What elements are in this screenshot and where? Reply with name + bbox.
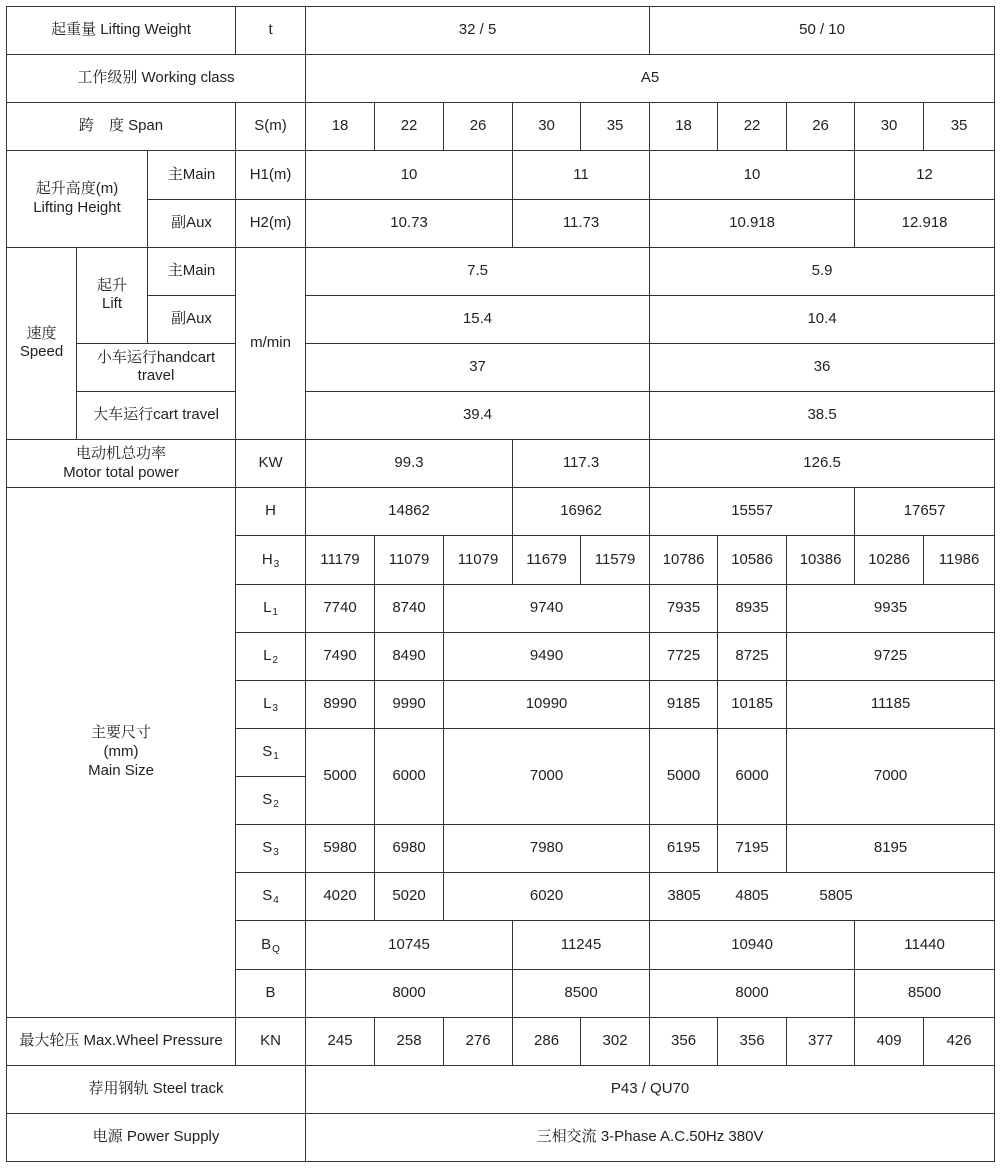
lifting-weight-value-2: 50 / 10: [650, 7, 995, 55]
row-lifting-height-aux: [7, 199, 995, 247]
size-s2-unit: [236, 777, 306, 825]
wheel-pressure-value: 377: [787, 1017, 855, 1065]
wheel-pressure-value: 245: [306, 1017, 375, 1065]
size-s4-right-values: [650, 887, 994, 906]
motor-power-value: 99.3: [306, 440, 513, 488]
size-s4-right-group: [650, 873, 995, 921]
speed-aux-value-1: 15.4: [306, 295, 650, 343]
size-s4-value: 6020: [444, 873, 650, 921]
size-s12-value: 6000: [718, 728, 787, 824]
size-s12-value: 5000: [306, 728, 375, 824]
size-h3-subscript: 3: [273, 558, 280, 570]
size-s1-symbol: S: [262, 743, 273, 761]
span-value: 30: [513, 103, 581, 151]
size-b-value: 8000: [650, 969, 855, 1017]
size-s3-subscript: 3: [273, 847, 279, 859]
row-span: [7, 103, 995, 151]
speed-cart-value-1: 39.4: [306, 392, 650, 440]
row-steel-track: [7, 1065, 995, 1113]
wheel-pressure-value: 286: [513, 1017, 581, 1065]
lifting-height-main-label: 主Main: [148, 151, 236, 199]
size-l1-unit: [236, 584, 306, 632]
size-h-value: 17657: [855, 488, 995, 536]
size-s3-value: 8195: [787, 825, 995, 873]
wheel-pressure-value: 356: [718, 1017, 787, 1065]
motor-power-label-en: Motor total power: [63, 463, 179, 481]
lifting-height-aux-value: 10.918: [650, 199, 855, 247]
span-value: 18: [650, 103, 718, 151]
main-size-label-mm: (mm): [103, 743, 139, 761]
speed-handcart-value-2: 36: [650, 343, 995, 391]
size-l1-value: 8740: [375, 584, 444, 632]
size-h3-value: 11679: [513, 536, 581, 584]
motor-power-value: 126.5: [650, 440, 995, 488]
size-h-value: 16962: [513, 488, 650, 536]
span-value: 18: [306, 103, 375, 151]
motor-power-unit: KW: [236, 440, 306, 488]
size-l2-value: 8490: [375, 632, 444, 680]
row-speed-lift-main: [7, 247, 995, 295]
size-s2-subscript: 2: [273, 799, 279, 811]
speed-lift-label-en: Lift: [101, 295, 122, 313]
size-h3-value: 10586: [718, 536, 787, 584]
size-bq-value: 11440: [855, 921, 995, 969]
size-l1-value: 8935: [718, 584, 787, 632]
row-working-class: [7, 55, 995, 103]
crane-spec-table: [6, 6, 995, 1162]
size-h3-value: 10786: [650, 536, 718, 584]
working-class-value: A5: [306, 55, 995, 103]
speed-handcart-label: [77, 343, 236, 391]
size-h3-value: 11986: [924, 536, 995, 584]
span-value: 22: [375, 103, 444, 151]
row-motor-power: [7, 440, 995, 488]
size-l2-value: 9725: [787, 632, 995, 680]
speed-handcart-label-2: travel: [137, 367, 175, 385]
wheel-pressure-value: 409: [855, 1017, 924, 1065]
lifting-height-main-value: 10: [650, 151, 855, 199]
size-l3-value: 10990: [444, 680, 650, 728]
size-s3-value: 6195: [650, 825, 718, 873]
size-s3-value: 6980: [375, 825, 444, 873]
size-l2-value: 9490: [444, 632, 650, 680]
size-s12-value: 6000: [375, 728, 444, 824]
size-h3-value: 11079: [375, 536, 444, 584]
main-size-label: [7, 488, 236, 1017]
main-size-label-en: Main Size: [88, 761, 154, 779]
row-speed-lift-aux: [7, 295, 995, 343]
speed-handcart-label-1: 小车运行handcart: [96, 348, 216, 366]
size-s3-unit: [236, 825, 306, 873]
size-bq-value: 10940: [650, 921, 855, 969]
size-s3-value: 5980: [306, 825, 375, 873]
speed-label: [7, 247, 77, 440]
speed-unit: m/min: [236, 247, 306, 440]
size-l3-subscript: 3: [272, 702, 278, 714]
size-s4-value: 4805: [735, 887, 769, 905]
size-s2-symbol: S: [262, 791, 273, 809]
speed-aux-value-2: 10.4: [650, 295, 995, 343]
steel-track-value: P43 / QU70: [306, 1065, 995, 1113]
size-l2-value: 7490: [306, 632, 375, 680]
power-supply-value: 三相交流 3-Phase A.C.50Hz 380V: [306, 1113, 995, 1161]
size-l3-value: 8990: [306, 680, 375, 728]
size-s3-symbol: S: [262, 839, 273, 857]
row-size-h: [7, 488, 995, 536]
lifting-weight-unit: t: [236, 7, 306, 55]
size-h3-value: 11179: [306, 536, 375, 584]
lifting-height-label-en: Lifting Height: [33, 199, 121, 216]
size-s4-subscript: 4: [273, 895, 279, 907]
size-h3-symbol: H: [261, 550, 273, 568]
speed-handcart-value-1: 37: [306, 343, 650, 391]
span-unit: S(m): [236, 103, 306, 151]
size-l3-value: 11185: [787, 680, 995, 728]
size-l1-value: 9935: [787, 584, 995, 632]
size-l2-value: 7725: [650, 632, 718, 680]
lifting-height-main-value: 12: [855, 151, 995, 199]
size-l2-unit: [236, 632, 306, 680]
size-s4-value: 5020: [375, 873, 444, 921]
speed-main-value-2: 5.9: [650, 247, 995, 295]
size-h3-value: 11079: [444, 536, 513, 584]
size-bq-symbol: B: [261, 935, 272, 953]
motor-power-label: [7, 440, 236, 488]
speed-cart-value-2: 38.5: [650, 392, 995, 440]
speed-cart-label: 大车运行cart travel: [77, 392, 236, 440]
size-s4-value: 4020: [306, 873, 375, 921]
size-s4-value: 3805: [667, 887, 701, 905]
size-h3-value: 10286: [855, 536, 924, 584]
speed-main-value-1: 7.5: [306, 247, 650, 295]
steel-track-label: 荐用钢轨 Steel track: [7, 1065, 306, 1113]
size-l1-subscript: 1: [272, 606, 278, 618]
row-power-supply: [7, 1113, 995, 1161]
lifting-weight-value-1: 32 / 5: [306, 7, 650, 55]
span-value: 26: [444, 103, 513, 151]
size-s12-value: 7000: [787, 728, 995, 824]
size-s4-value: 5805: [819, 887, 853, 905]
speed-lift-label-cn: 起升: [96, 276, 127, 294]
size-s4-symbol: S: [262, 887, 273, 905]
size-l1-value: 9740: [444, 584, 650, 632]
lifting-height-aux-value: 10.73: [306, 199, 513, 247]
size-bq-subscript: Q: [272, 943, 280, 955]
lifting-height-main-unit: H1(m): [236, 151, 306, 199]
size-l3-symbol: L: [263, 694, 272, 712]
size-l3-value: 9185: [650, 680, 718, 728]
speed-label-cn: 速度: [26, 324, 57, 342]
size-b-value: 8000: [306, 969, 513, 1017]
lifting-height-aux-value: 11.73: [513, 199, 650, 247]
lifting-height-label: [7, 151, 148, 247]
span-label: 跨 度 Span: [7, 103, 236, 151]
wheel-pressure-unit: KN: [236, 1017, 306, 1065]
size-l1-value: 7935: [650, 584, 718, 632]
lifting-height-aux-unit: H2(m): [236, 199, 306, 247]
size-l1-symbol: L: [263, 598, 272, 616]
size-s3-value: 7195: [718, 825, 787, 873]
lifting-height-main-value: 10: [306, 151, 513, 199]
speed-label-en: Speed: [19, 343, 64, 361]
size-b-value: 8500: [855, 969, 995, 1017]
main-size-label-cn: 主要尺寸: [91, 724, 152, 742]
size-b-unit: B: [236, 969, 306, 1017]
size-s12-value: 5000: [650, 728, 718, 824]
row-speed-handcart: [7, 343, 995, 391]
span-value: 26: [787, 103, 855, 151]
row-speed-cart: [7, 392, 995, 440]
speed-main-label: 主Main: [148, 247, 236, 295]
speed-aux-label: 副Aux: [148, 295, 236, 343]
lifting-height-aux-label: 副Aux: [148, 199, 236, 247]
span-value: 22: [718, 103, 787, 151]
lifting-weight-label: 起重量 Lifting Weight: [7, 7, 236, 55]
working-class-label: 工作级别 Working class: [7, 55, 306, 103]
size-s4-unit: [236, 873, 306, 921]
size-bq-value: 11245: [513, 921, 650, 969]
size-l2-value: 8725: [718, 632, 787, 680]
span-value: 35: [924, 103, 995, 151]
wheel-pressure-value: 258: [375, 1017, 444, 1065]
size-l3-value: 10185: [718, 680, 787, 728]
size-h-value: 15557: [650, 488, 855, 536]
span-value: 30: [855, 103, 924, 151]
size-bq-value: 10745: [306, 921, 513, 969]
row-lifting-weight: [7, 7, 995, 55]
size-h-unit: H: [236, 488, 306, 536]
lifting-height-label-cn: 起升高度(m): [35, 180, 119, 198]
size-l3-value: 9990: [375, 680, 444, 728]
power-supply-label: 电源 Power Supply: [7, 1113, 306, 1161]
lifting-height-aux-value: 12.918: [855, 199, 995, 247]
wheel-pressure-value: 302: [581, 1017, 650, 1065]
size-l3-unit: [236, 680, 306, 728]
size-s3-value: 7980: [444, 825, 650, 873]
span-value: 35: [581, 103, 650, 151]
size-h3-value: 10386: [787, 536, 855, 584]
size-l1-value: 7740: [306, 584, 375, 632]
size-b-value: 8500: [513, 969, 650, 1017]
motor-power-value: 117.3: [513, 440, 650, 488]
size-s1-unit: [236, 728, 306, 776]
size-h3-value: 11579: [581, 536, 650, 584]
size-l2-subscript: 2: [272, 654, 278, 666]
size-bq-unit: [236, 921, 306, 969]
wheel-pressure-value: 356: [650, 1017, 718, 1065]
size-s12-value: 7000: [444, 728, 650, 824]
size-l2-symbol: L: [263, 646, 272, 664]
size-h-value: 14862: [306, 488, 513, 536]
wheel-pressure-value: 276: [444, 1017, 513, 1065]
size-s1-subscript: 1: [273, 751, 279, 763]
lifting-height-main-value: 11: [513, 151, 650, 199]
speed-lift-label: [77, 247, 148, 343]
row-lifting-height-main: [7, 151, 995, 199]
wheel-pressure-value: 426: [924, 1017, 995, 1065]
row-wheel-pressure: [7, 1017, 995, 1065]
size-h3-unit: [236, 536, 306, 584]
motor-power-label-cn: 电动机总功率: [76, 444, 167, 462]
wheel-pressure-label: 最大轮压 Max.Wheel Pressure: [7, 1017, 236, 1065]
